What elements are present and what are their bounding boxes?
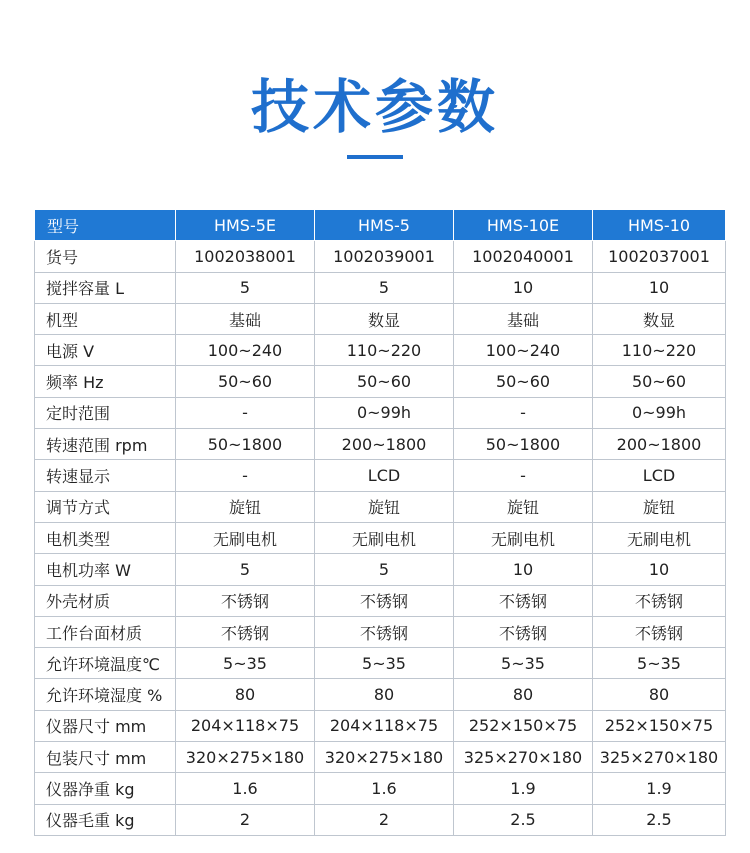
- value-cell: 旋钮: [315, 491, 454, 522]
- value-cell: 80: [176, 679, 315, 710]
- value-cell: 1.9: [593, 773, 726, 804]
- value-cell: 5~35: [593, 648, 726, 679]
- row-label-cell: 转速范围 rpm: [35, 429, 176, 460]
- table-row: [35, 429, 726, 460]
- value-cell: LCD: [593, 460, 726, 491]
- value-cell: 无刷电机: [315, 522, 454, 553]
- table-row: [35, 804, 726, 835]
- value-cell: 50~60: [454, 366, 593, 397]
- row-label-cell: 允许环境湿度 %: [35, 679, 176, 710]
- row-label-cell: 仪器净重 kg: [35, 773, 176, 804]
- table-row: [35, 491, 726, 522]
- value-cell: 320×275×180: [176, 742, 315, 773]
- value-cell: 不锈钢: [593, 616, 726, 647]
- table-row: [35, 241, 726, 272]
- value-cell: 80: [315, 679, 454, 710]
- value-cell: 50~60: [593, 366, 726, 397]
- row-label-cell: 仪器毛重 kg: [35, 804, 176, 835]
- table-row: [35, 679, 726, 710]
- value-cell: 2: [176, 804, 315, 835]
- row-label-cell: 仪器尺寸 mm: [35, 710, 176, 741]
- value-cell: 80: [454, 679, 593, 710]
- header-cell-hms-10e: HMS-10E: [454, 210, 593, 241]
- value-cell: 旋钮: [454, 491, 593, 522]
- table-row: [35, 742, 726, 773]
- value-cell: 5~35: [176, 648, 315, 679]
- value-cell: 2.5: [454, 804, 593, 835]
- value-cell: 5: [315, 554, 454, 585]
- table-row: [35, 397, 726, 428]
- value-cell: 不锈钢: [315, 616, 454, 647]
- row-label-cell: 外壳材质: [35, 585, 176, 616]
- value-cell: 无刷电机: [176, 522, 315, 553]
- value-cell: 不锈钢: [593, 585, 726, 616]
- value-cell: 200~1800: [315, 429, 454, 460]
- value-cell: 1002039001: [315, 241, 454, 272]
- value-cell: 5: [315, 272, 454, 303]
- value-cell: 50~1800: [454, 429, 593, 460]
- value-cell: 10: [593, 554, 726, 585]
- value-cell: 252×150×75: [593, 710, 726, 741]
- table-row: [35, 522, 726, 553]
- spec-table-body: [35, 241, 726, 836]
- row-label-cell: 调节方式: [35, 491, 176, 522]
- header-cell-hms-5: HMS-5: [315, 210, 454, 241]
- value-cell: 5~35: [454, 648, 593, 679]
- row-label-cell: 包装尺寸 mm: [35, 742, 176, 773]
- value-cell: 50~60: [176, 366, 315, 397]
- table-row: [35, 648, 726, 679]
- row-label-cell: 工作台面材质: [35, 616, 176, 647]
- header-cell-model: 型号: [35, 210, 176, 241]
- table-row: [35, 616, 726, 647]
- value-cell: 10: [454, 272, 593, 303]
- row-label-cell: 电机功率 W: [35, 554, 176, 585]
- value-cell: 旋钮: [593, 491, 726, 522]
- table-row: [35, 585, 726, 616]
- table-row: [35, 773, 726, 804]
- spec-table: [34, 209, 726, 836]
- table-row: [35, 710, 726, 741]
- value-cell: 旋钮: [176, 491, 315, 522]
- title-underline: [347, 155, 403, 159]
- value-cell: 无刷电机: [454, 522, 593, 553]
- value-cell: 10: [593, 272, 726, 303]
- value-cell: 不锈钢: [454, 616, 593, 647]
- row-label-cell: 允许环境温度℃: [35, 648, 176, 679]
- row-label-cell: 货号: [35, 241, 176, 272]
- value-cell: -: [454, 460, 593, 491]
- value-cell: 100~240: [454, 335, 593, 366]
- value-cell: 5~35: [315, 648, 454, 679]
- value-cell: 0~99h: [315, 397, 454, 428]
- value-cell: -: [176, 460, 315, 491]
- value-cell: 325×270×180: [593, 742, 726, 773]
- table-header-row: [35, 210, 726, 241]
- value-cell: 50~60: [315, 366, 454, 397]
- value-cell: 基础: [176, 303, 315, 334]
- value-cell: 320×275×180: [315, 742, 454, 773]
- table-row: [35, 366, 726, 397]
- value-cell: 2: [315, 804, 454, 835]
- value-cell: 100~240: [176, 335, 315, 366]
- value-cell: 80: [593, 679, 726, 710]
- value-cell: 1002040001: [454, 241, 593, 272]
- value-cell: 无刷电机: [593, 522, 726, 553]
- row-label-cell: 转速显示: [35, 460, 176, 491]
- header-cell-hms-10: HMS-10: [593, 210, 726, 241]
- value-cell: 不锈钢: [315, 585, 454, 616]
- value-cell: 1002038001: [176, 241, 315, 272]
- value-cell: 325×270×180: [454, 742, 593, 773]
- header-cell-hms-5e: HMS-5E: [176, 210, 315, 241]
- table-row: [35, 554, 726, 585]
- value-cell: 10: [454, 554, 593, 585]
- row-label-cell: 电源 V: [35, 335, 176, 366]
- value-cell: -: [176, 397, 315, 428]
- table-row: [35, 335, 726, 366]
- value-cell: 数显: [315, 303, 454, 334]
- value-cell: 5: [176, 272, 315, 303]
- value-cell: 5: [176, 554, 315, 585]
- value-cell: -: [454, 397, 593, 428]
- row-label-cell: 电机类型: [35, 522, 176, 553]
- value-cell: 2.5: [593, 804, 726, 835]
- table-row: [35, 303, 726, 334]
- value-cell: 1002037001: [593, 241, 726, 272]
- value-cell: 110~220: [593, 335, 726, 366]
- value-cell: 不锈钢: [176, 585, 315, 616]
- value-cell: 204×118×75: [176, 710, 315, 741]
- value-cell: 110~220: [315, 335, 454, 366]
- value-cell: 数显: [593, 303, 726, 334]
- value-cell: 252×150×75: [454, 710, 593, 741]
- value-cell: 不锈钢: [454, 585, 593, 616]
- table-row: [35, 460, 726, 491]
- value-cell: 1.9: [454, 773, 593, 804]
- value-cell: 0~99h: [593, 397, 726, 428]
- table-row: [35, 272, 726, 303]
- row-label-cell: 搅拌容量 L: [35, 272, 176, 303]
- value-cell: 200~1800: [593, 429, 726, 460]
- value-cell: LCD: [315, 460, 454, 491]
- value-cell: 不锈钢: [176, 616, 315, 647]
- row-label-cell: 频率 Hz: [35, 366, 176, 397]
- value-cell: 1.6: [315, 773, 454, 804]
- row-label-cell: 机型: [35, 303, 176, 334]
- value-cell: 204×118×75: [315, 710, 454, 741]
- value-cell: 基础: [454, 303, 593, 334]
- value-cell: 50~1800: [176, 429, 315, 460]
- row-label-cell: 定时范围: [35, 397, 176, 428]
- value-cell: 1.6: [176, 773, 315, 804]
- page-title: 技术参数: [250, 73, 499, 141]
